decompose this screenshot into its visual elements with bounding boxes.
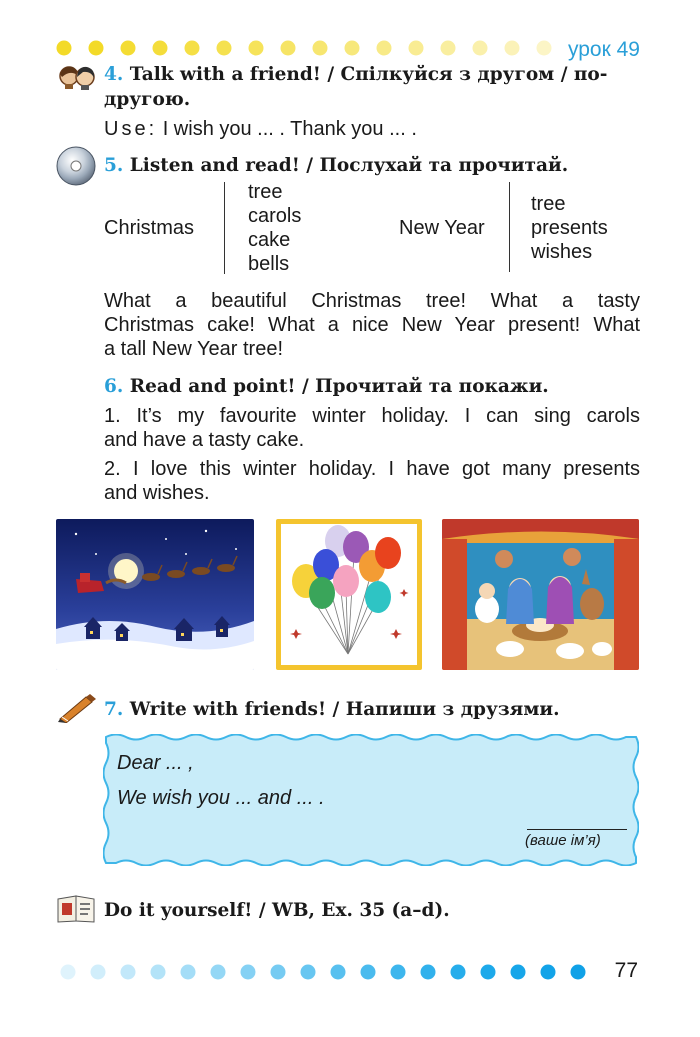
divider-christmas — [224, 182, 225, 274]
nativity-scene-picture — [442, 519, 639, 670]
exercise-6-sentence-line: and have a tasty cake. — [104, 429, 305, 451]
exercise-6-sentence-line: 2. I love this winter holiday. I have got many presents — [104, 458, 640, 480]
exercise-6-sentence-line: and wishes. — [104, 482, 210, 504]
friends-talking-icon — [56, 64, 98, 90]
exercise-5-title — [104, 155, 568, 176]
exercise-7-title — [104, 699, 560, 720]
new-year-word: wishes — [531, 241, 593, 263]
workbook-icon — [56, 893, 96, 923]
exercise-5-number: 5. — [104, 155, 124, 176]
christmas-heading: Christmas — [104, 217, 195, 239]
exercise-5-paragraph-line: What a beautiful Christmas tree! What a tasty — [104, 290, 640, 312]
new-year-heading: New Year — [399, 217, 485, 239]
homework-text: Do it yourself! / WB, Ex. 35 (a–d). — [104, 900, 450, 921]
decorative-dots-bottom — [60, 962, 600, 982]
exercise-6-number: 6. — [104, 376, 124, 397]
exercise-4-title-line2: другою. — [104, 89, 191, 110]
lesson-number: урок 49 — [567, 38, 640, 61]
exercise-6-sentence-line: 1. It’s my favourite winter holiday. I can sing carols — [104, 405, 640, 427]
christmas-word: cake — [248, 229, 291, 251]
christmas-night-sleigh-picture — [56, 519, 254, 670]
exercise-6-title — [104, 376, 549, 397]
christmas-word: carols — [248, 205, 302, 227]
letter-greeting: Dear ... , — [117, 752, 194, 774]
decorative-dots-top — [56, 38, 576, 58]
exercise-4-number: 4. — [104, 64, 124, 85]
exercise-5-title-text: Listen and read! / Послухай та прочитай. — [129, 155, 569, 176]
use-text: I wish you ... . Thank you ... . — [162, 118, 417, 140]
exercise-4-use — [104, 117, 417, 141]
letter-wish: We wish you ... and ... . — [117, 787, 325, 809]
new-year-word: presents — [531, 217, 608, 239]
exercise-5-paragraph-line: Christmas cake! What a nice New Year present! What — [104, 314, 640, 336]
new-year-word: tree — [531, 193, 566, 215]
signature-line — [527, 829, 627, 830]
exercise-6-title-text: Read and point! / Прочитай та покажи. — [129, 376, 549, 397]
divider-new-year — [509, 182, 510, 272]
cd-disc-icon — [55, 145, 97, 187]
use-label: Use: — [104, 118, 158, 140]
balloons-picture — [276, 519, 422, 670]
exercise-7-number: 7. — [104, 699, 124, 720]
pen-icon — [56, 693, 98, 723]
exercise-4-title — [104, 64, 607, 85]
exercise-5-paragraph-line: a tall New Year tree! — [104, 338, 283, 360]
exercise-7-title-text: Write with friends! / Напиши з друзями. — [129, 699, 560, 720]
exercise-4-title-line1: Talk with a friend! / Спілкуйся з другом / по- — [129, 64, 608, 85]
christmas-word: bells — [248, 253, 290, 275]
christmas-word: tree — [248, 181, 283, 203]
page-number: 77 — [614, 959, 638, 982]
signature-hint: (ваше ім’я) — [525, 832, 601, 849]
letter-template-box — [103, 734, 639, 866]
